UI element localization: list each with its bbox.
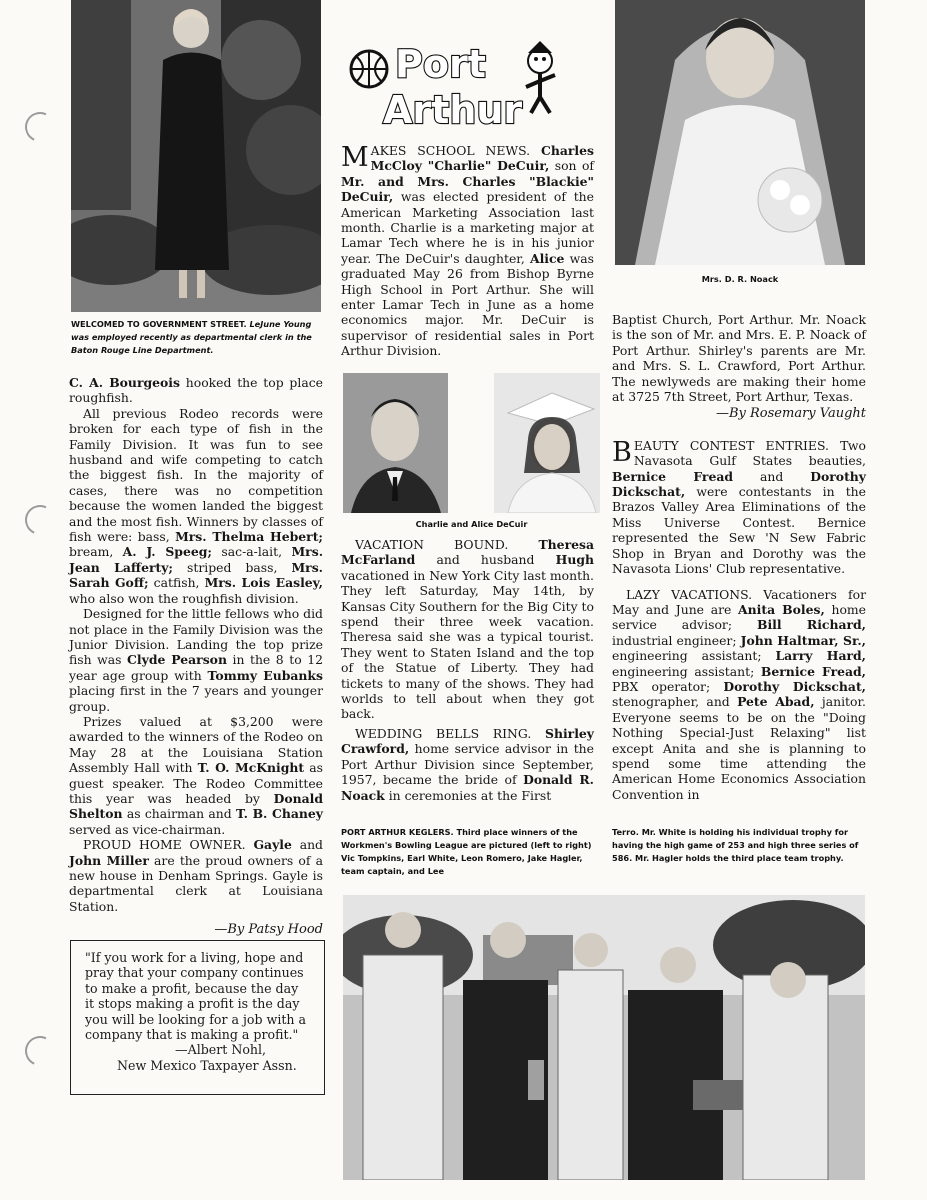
binder-hole-bottom [21, 1032, 59, 1070]
photo-port-arthur-keglers [343, 895, 865, 1180]
caption-keglers-left: PORT ARTHUR KEGLERS. Third place winners of the Workmen's Bowling League are pictured (left to right) Vic Tompkins, Earl White, Leon Romero, Jake Hagler, team captain, and Lee [341, 827, 592, 876]
photo-charlie-decuir [343, 373, 448, 513]
photo-lejune-young [71, 0, 321, 312]
caption-bride: Mrs. D. R. Noack [701, 274, 779, 284]
binder-hole-middle [21, 501, 59, 539]
middle-column-bottom: VACATION BOUND. Theresa McFarland and husband Hugh vacationed in New York City last month. They left Saturday, May 14th, by Kansas City Southern for the Big City to spend their three week vacation. Theresa said she was a typical tourist. They went to Staten Island and the top of the Statue of Liberty. They had tickets to many of the shows. They had worlds to tell about when they got back. WEDDING BELLS RING. Shirley Crawford, home service advisor in the Port Arthur Division since September, 1957, became the bride of Donald R. Noack in ceremonies at the First [341, 537, 595, 803]
caption-keglers-right: Terro. Mr. White is holding his individual trophy for having the high game of 253 and high three series of 586. Mr. Hagler holds the third place team trophy. [612, 827, 859, 863]
svg-text:Port: Port [395, 42, 486, 86]
signature-patsy-hood: —By Patsy Hood [214, 922, 323, 938]
middle-column-top: MAKES SCHOOL NEWS. Charles McCloy "Charlie" DeCuir, son of Mr. and Mrs. Charles "Blackie" DeCuir, was elected president of the American Marketing Association last month. Charlie is a marketing major at Lamar Tech where he is in his junior year. The DeCuir's daughter, Alice was graduated May 26 from Bishop Byrne High School in Port Arthur. She will enter Lamar Tech in June as a home economics major. Mr. DeCuir is supervisor of residential sales in Port Arthur Division. [341, 142, 594, 359]
photo-bride-mrs-noack [615, 0, 865, 265]
photo-alice-decuir [494, 373, 600, 513]
caption-decuir: Charlie and Alice DeCuir [415, 519, 528, 529]
port-arthur-logo [345, 35, 565, 130]
caption-lejune: WELCOMED TO GOVERNMENT STREET. LeJune Young was employed recently as departmental clerk in the Baton Rouge Line Department. [71, 319, 312, 355]
svg-text:Arthur: Arthur [383, 88, 523, 130]
binder-hole-top [21, 108, 59, 146]
left-column: C. A. Bourgeois hooked the top place roughfish. All previous Rodeo records were broken for each type of fish in the Family Division. It was fun to see husband and wife competing to catch the biggest fish. In the majority of cases, there was no competition because the women landed the biggest and the most fish. Winners by classes of fish were: bass, Mrs. Thelma Hebert; bream, A. J. Speeg; sac-a-lait, Mrs. Jean Lafferty; striped bass, Mrs. Sarah Goff; catfish, Mrs. Lois Easley, who also won the roughfish division. Designed for the little fellows who did not place in the Family Division was the Junior Division. Landing the top prize fish was Clyde Pearson in the 8 to 12 year age group with Tommy Eubanks placing first in the 7 years and younger group. Prizes valued at $3,200 were awarded to the winners of the Rodeo on May 28 at the Louisiana Station Assembly Hall with T. O. McKnight as guest speaker. The Rodeo Committee this year was headed by Donald Shelton as chairman and T. B. Chaney served as vice-chairman. PROUD HOME OWNER. Gayle and John Miller are the proud owners of a new house in Denham Springs. Gayle is departmental clerk at Louisiana Station. —By Patsy Hood [69, 375, 324, 938]
right-column: Baptist Church, Port Arthur. Mr. Noack is the son of Mr. and Mrs. E. P. Noack of Port Arthur. Shirley's parents are Mr. and Mrs. S. L. Crawford, Port Arthur. The newlyweds are making their home at 3725 7th Street, Port Arthur, Texas. —By Rosemary Vaught BEAUTY CONTEST ENTRIES. Two Navasota Gulf States beauties, Bernice Fread and Dorothy Dickschat, were contestants in the Brazos Valley Area Eliminations of the Miss Universe Contest. Bernice represented the Sew 'N Sew Fabric Shop in Bryan and Dorothy was the Navasota Lions' Club representative. LAZY VACATIONS. Vacationers for May and June are Anita Boles, home service advisor; Bill Richard, industrial engineer; John Haltmar, Sr., engineering assistant; Larry Hard, engineering assistant; Bernice Fread, PBX operator; Dorothy Dickschat, stenographer, and Pete Abad, janitor. Everyone seems to be on the "Doing Nothing Special-Just Relaxing" list except Anita and she is planning to spend some time attending the American Home Economics Association Convention in [612, 312, 867, 802]
signature-rosemary-vaught: —By Rosemary Vaught [715, 406, 866, 422]
quote-box: "If you work for a living, hope and pray that your company continues to make a profit, because the day it stops making a profit is the day you will be looking for a job with a company that is making a profit." —Albert Nohl, New Mexico Taxpayer Assn. [70, 940, 325, 1095]
